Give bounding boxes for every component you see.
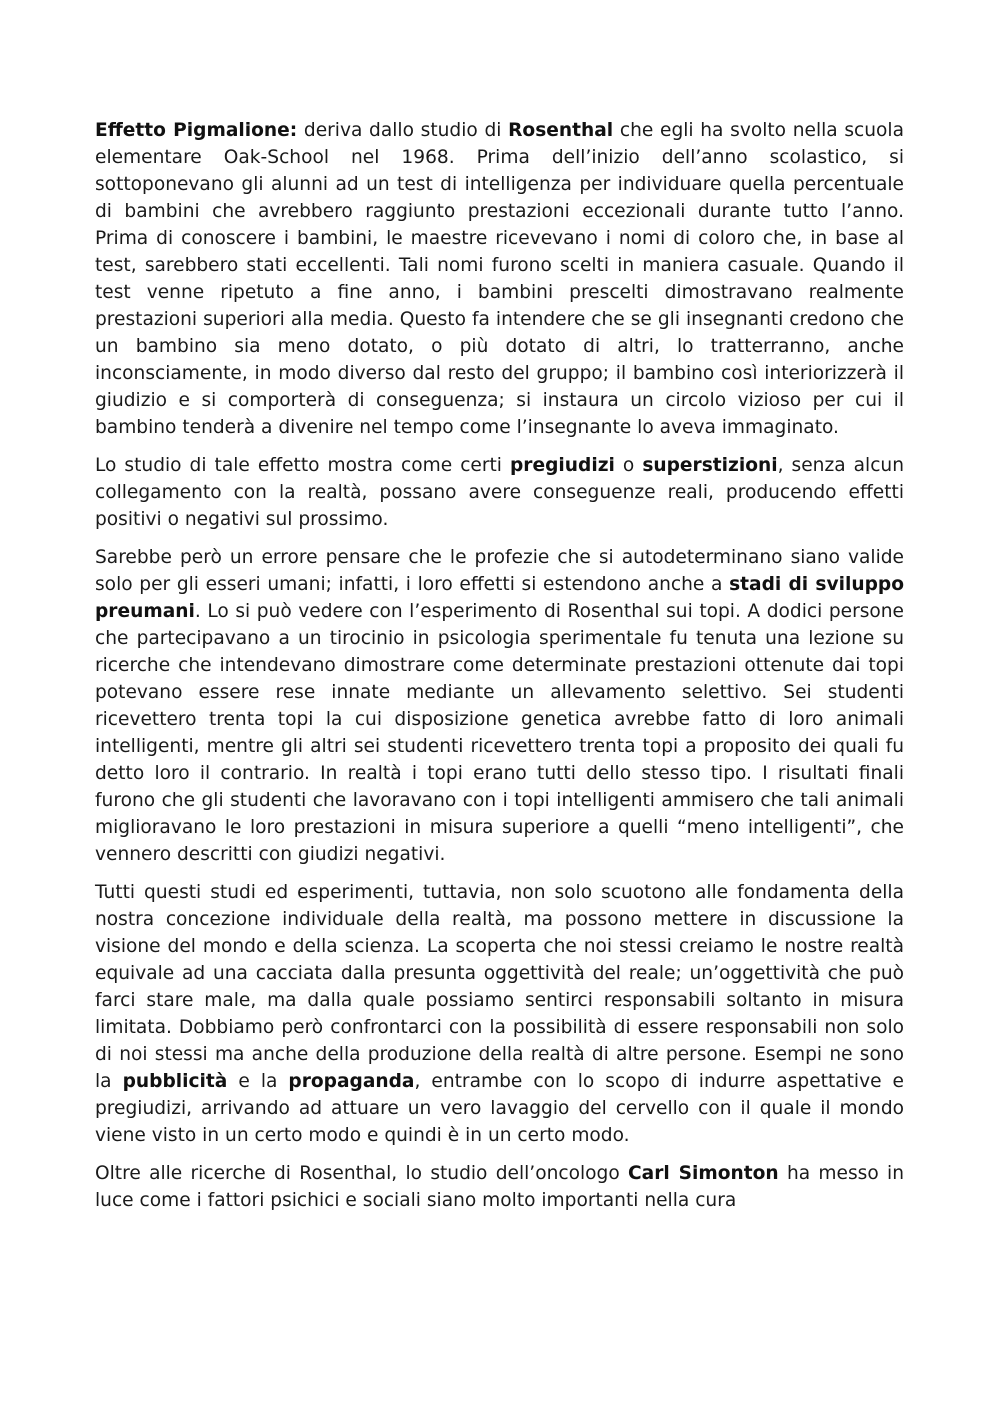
text-span: Tutti questi studi ed esperimenti, tuttavia, non solo scuotono alle fondamenta della nostra concezione individuale della realtà, ma possono mettere in discussione la visione del mondo e della scienza. La scoperta che noi stessi creiamo le nostre realtà equivale ad una cacciata dalla presunta oggettività del reale; un’oggettività che può farci stare male, ma dalla quale possiamo sentirci responsabili soltanto in misura limitata. Dobbiamo però confrontarci con la possibilità di essere responsabili non solo di noi stessi ma anche della produzione della realtà di altre persone. Esempi ne sono la [95,882,904,1092]
term-carl-simonton: Carl Simonton [628,1163,779,1184]
text-span: , senza alcun collegamento con la realtà, possano avere conseguenze reali, producendo effetti positivi o negativi sul prossimo. [95,455,904,530]
text-span: Sarebbe però un errore pensare che le profezie che si autodeterminano siano valide solo per gli esseri umani; infatti, i loro effetti si estendono anche a [95,547,904,595]
text-span: che egli ha svolto nella scuola elementare Oak-School nel 1968. Prima dell’inizio dell’anno scolastico, si sottoponevano gli alunni ad un test di intelligenza per individuare quella percentuale di bambini che avrebbero raggiunto prestazioni eccezionali durante tutto l’anno. Prima di conoscere i bambini, le maestre ricevevano i nomi di coloro che, in base al test, sarebbero stati eccellenti. Tali nomi furono scelti in maniera casuale. Quando il test venne ripetuto a fine anno, i bambini prescelti dimostravano realmente prestazioni superiori alla media. Questo fa intendere che se gli insegnanti credono che un bambino sia meno dotato, o più dotato di altri, lo tratterranno, anche inconsciamente, in modo diverso dal resto del gruppo; il bambino così interiorizzerà il giudizio e si comporterà di conseguenza; si instaura un circolo vizioso per cui il bambino tenderà a divenire nel tempo come l’insegnante lo aveva immaginato. [95,120,904,438]
term-rosenthal: Rosenthal [508,120,614,141]
term-propaganda: propaganda [288,1071,415,1092]
text-span: o [614,455,643,476]
paragraph-simonton [95,1160,904,1214]
term-effetto-pigmalione: Effetto Pigmalione: [95,120,298,141]
text-span: Lo studio di tale effetto mostra come certi [95,455,510,476]
paragraph-realta [95,879,904,1149]
text-span: , entrambe con lo scopo di indurre aspettative e pregiudizi, arrivando ad attuare un vero lavaggio del cervello con il quale il mondo viene visto in un certo modo e quindi è in un certo modo. [95,1071,904,1146]
text-span: ha messo in luce come i fattori psichici e sociali siano molto importanti nella cura [95,1163,904,1211]
paragraph-pregiudizi [95,452,904,533]
text-span: e la [227,1071,289,1092]
paragraph-esperimento-topi [95,544,904,868]
text-span: . Lo si può vedere con l’esperimento di Rosenthal sui topi. A dodici persone che partecipavano a un tirocinio in psicologia sperimentale fu tenuta una lezione su ricerche che intendevano dimostrare come determinate prestazioni ottenute dai topi potevano essere rese innate mediante un allevamento selettivo. Sei studenti ricevettero trenta topi la cui disposizione genetica avrebbe fatto di loro animali intelligenti, mentre gli altri sei studenti ricevettero trenta topi a proposito dei quali fu detto loro il contrario. In realtà i topi erano tutti dello stesso tipo. I risultati finali furono che gli studenti che lavoravano con i topi intelligenti ammisero che tali animali miglioravano le loro prestazioni in misura superiore a quelli “meno intelligenti”, che vennero descritti con giudizi negativi. [95,601,904,865]
text-span: Oltre alle ricerche di Rosenthal, lo studio dell’oncologo [95,1163,628,1184]
text-span: deriva dallo studio di [297,120,509,141]
document-page [95,117,904,1225]
term-superstizioni: superstizioni [642,455,778,476]
term-stadi-sviluppo-preumani: stadi di sviluppo preumani [95,574,904,622]
term-pregiudizi: pregiudizi [510,455,615,476]
term-pubblicita: pubblicità [122,1071,228,1092]
paragraph-effetto-pigmalione [95,117,904,441]
